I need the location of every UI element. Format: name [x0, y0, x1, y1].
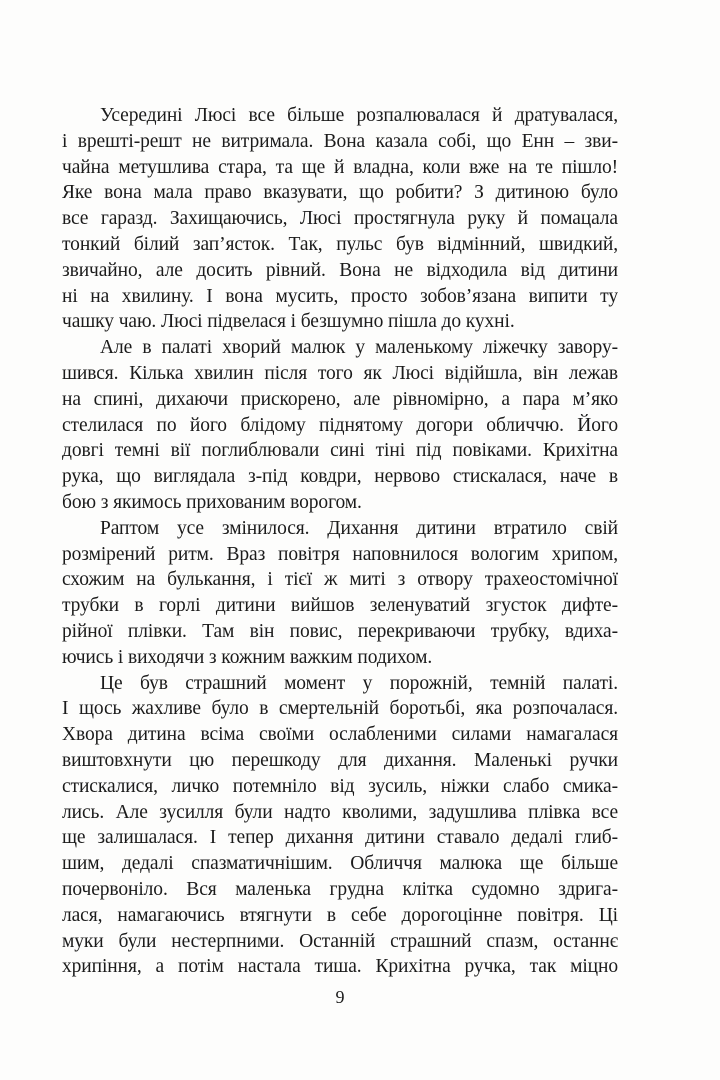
page-text-block	[62, 103, 618, 980]
text-line: трубки в горлі дитини вийшов зеленуватий згусток дифте-	[62, 595, 618, 617]
text-line: стискалися, личко потемніло від зусиль, ніжки слабо смика-	[62, 775, 618, 797]
text-line: бою з якимось прихованим ворогом.	[62, 491, 362, 513]
paragraph	[62, 103, 618, 335]
text-line: Раптом усе змінилося. Дихання дитини втратило свій	[100, 517, 618, 539]
page-number: 9	[335, 987, 345, 1007]
text-line: схожим на булькання, і тієї ж миті з отвору трахеостомічної	[62, 569, 618, 591]
text-line: чашку чаю. Люсі підвелася і безшумно пішла до кухні.	[62, 311, 515, 333]
text-line: Це був страшний момент у порожній, темній палаті.	[100, 672, 618, 694]
text-line: довгі темні вії поглиблювали сині тіні під повіками. Крихітна	[62, 440, 618, 462]
text-line: рійної плівки. Там він повис, перекриваючи трубку, вдиха-	[62, 620, 618, 642]
text-line: почервоніло. Вся маленька грудна клітка судомно здрига-	[62, 878, 618, 900]
text-line: І щось жахливе було в смертельній боротьбі, яка розпочалася.	[62, 698, 618, 720]
text-line: чайна метушлива стара, та ще й владна, коли вже на те пішло!	[62, 156, 618, 178]
text-line: муки були нестерпними. Останній страшний спазм, останнє	[62, 930, 618, 952]
text-line: лись. Але зусилля були надто кволими, задушлива плівка все	[62, 801, 618, 823]
paragraph	[62, 335, 618, 516]
text-line: розмірений ритм. Враз повітря наповнилося вологим хрипом,	[62, 543, 618, 565]
text-line: на спині, дихаючи прискорено, але рівномірно, а пара м’яко	[62, 388, 618, 410]
text-line: стелилася по його блідому піднятому догори обличчю. Його	[62, 414, 618, 436]
text-line: Але в палаті хворий малюк у маленькому ліжечку завору-	[100, 337, 618, 359]
paragraph	[62, 671, 618, 981]
text-line: ючись і виходячи з кожним важким подихом.	[62, 646, 433, 668]
text-line: все гаразд. Захищаючись, Люсі простягнула руку й помацала	[62, 208, 618, 230]
text-line: рука, що виглядала з-під ковдри, нервово стискалася, наче в	[62, 466, 618, 488]
text-line: і врешті-решт не витримала. Вона казала собі, що Енн – зви-	[62, 130, 618, 152]
text-line: ні на хвилину. І вона мусить, просто зобов’язана випити ту	[62, 285, 618, 307]
text-line: ще залишалася. І тепер дихання дитини ставало дедалі глиб-	[62, 827, 618, 849]
text-line: Усередині Люсі все більше розпалювалася й дратувалася,	[100, 105, 618, 126]
text-line: лася, намагаючись втягнути в себе дорогоцінне повітря. Ці	[62, 904, 618, 926]
text-line: тонкий білий зап’ясток. Так, пульс був відмінний, швидкий,	[62, 233, 618, 255]
text-line: Хвора дитина всіма своїми ослабленими силами намагалася	[62, 724, 618, 746]
text-line: шився. Кілька хвилин після того як Люсі відійшла, він лежав	[62, 362, 618, 384]
text-line: шим, дедалі спазматичнішим. Обличчя малюка ще більше	[62, 853, 618, 875]
text-line: виштовхнути цю перешкоду для дихання. Маленькі ручки	[62, 749, 618, 771]
text-line: Яке вона мала право вказувати, що робити? З дитиною було	[62, 182, 618, 204]
text-line: хрипіння, а потім настала тиша. Крихітна ручка, так міцно	[62, 956, 618, 978]
text-line: звичайно, але досить рівний. Вона не відходила від дитини	[62, 259, 618, 281]
paragraph	[62, 516, 618, 671]
